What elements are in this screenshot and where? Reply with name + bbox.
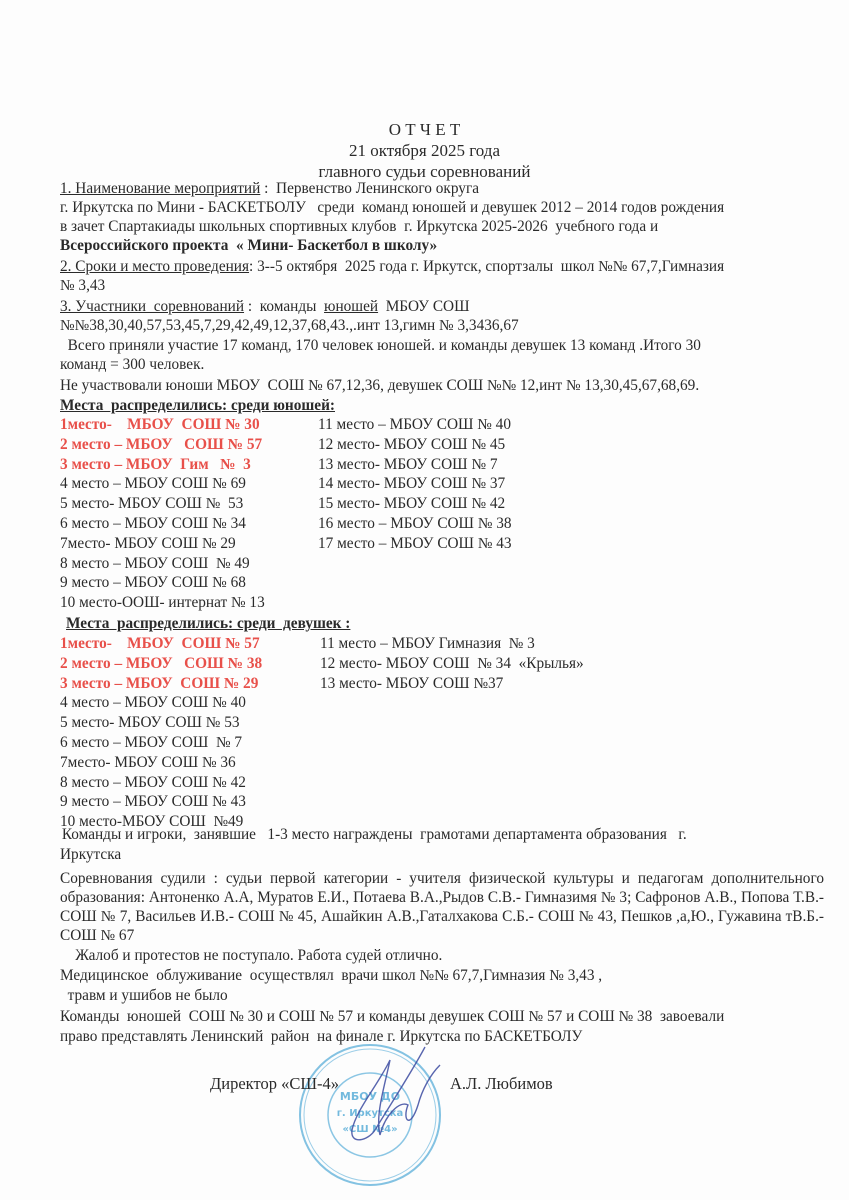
section3-line3: Всего приняли участие 17 команд, 170 человек юношей. и команды девушек 13 команд .Итого 30 (60, 337, 701, 354)
standing-item: 3 место – МБОУ Гим № 3 (60, 455, 251, 473)
awards-line2: Иркутска (60, 846, 122, 863)
standing-item: 7место- МБОУ СОШ № 36 (60, 753, 236, 771)
standing-item: 6 место – МБОУ СОШ № 7 (60, 734, 243, 751)
standing-item: 11 место – МБОУ СОШ № 40 (318, 416, 511, 433)
section1-text: Первенство Ленинского округа (276, 180, 480, 197)
standing-item: 17 место – МБОУ СОШ № 43 (318, 534, 512, 552)
standing-item: 5 место- МБОУ СОШ № 53 (60, 495, 244, 513)
report-date: 21 октября 2025 года (348, 141, 501, 160)
standing-item: 8 место – МБОУ СОШ № 42 (60, 773, 246, 791)
section1-line1 (60, 179, 479, 198)
section3-line2: №№38,30,40,57,53,45,7,29,42,49,12,37,68,43.,.инт 13,гимн № 3,3436,67 (60, 317, 519, 334)
report-subtitle: главного судьи соревнований (318, 162, 531, 181)
medical-line: Медицинское облуживание осуществлял врачи школ №№ 67,7,Гимназия № 3,43 , (60, 967, 603, 984)
standing-item: 10 место-МБОУ СОШ №49 (60, 813, 244, 831)
standing-item: 8 место – МБОУ СОШ № 49 (60, 554, 250, 572)
section3-label: 3. Участники соревнований (60, 298, 245, 315)
standing-item: 16 место – МБОУ СОШ № 38 (318, 515, 512, 532)
injuries-line: травм и ушибов не было (60, 987, 228, 1004)
complaints-line: Жалоб и протестов не поступало. Работа судей отлично. (60, 947, 443, 964)
section1-label: 1. Наименование мероприятий (60, 180, 261, 197)
standing-item: 11 место – МБОУ Гимназия № 3 (320, 635, 535, 652)
section1-sep: : (260, 180, 277, 197)
standing-item: 1место- МБОУ СОШ № 57 (60, 635, 260, 652)
section3-line4: команд = 300 человек. (60, 356, 205, 373)
standing-item: 10 место-ООШ- интернат № 13 (60, 594, 265, 612)
section3-line5: Не участвовали юноши МБОУ СОШ № 67,12,36, девушек СОШ №№ 12,инт № 13,30,45,67,68,69. (60, 377, 700, 394)
standing-item: 15 место- МБОУ СОШ № 42 (318, 495, 506, 513)
finals-line2: право представлять Ленинский район на финале г. Иркутска по БАСКЕТБОЛУ (60, 1028, 583, 1045)
standing-item: 7место- МБОУ СОШ № 29 (60, 534, 236, 552)
section1-line3: в зачет Спартакиады школьных спортивных клубов г. Иркутска 2025-2026 учебного года и (60, 218, 659, 235)
stamp-line2: г. Иркутска (336, 1108, 404, 1119)
section3-text: МБОУ СОШ (378, 298, 470, 315)
standing-item: 13 место- МБОУ СОШ № 7 (318, 455, 498, 473)
standing-item: 2 место – МБОУ СОШ № 57 (60, 435, 263, 453)
standing-item: 2 место – МБОУ СОШ № 38 (60, 654, 263, 672)
stamp-line1: МБОУ ДО (339, 1090, 401, 1103)
standing-item: 5 место- МБОУ СОШ № 53 (60, 714, 240, 732)
standing-item: 3 место – МБОУ СОШ № 29 (60, 674, 259, 692)
section3-boys-word: юношей (324, 298, 379, 315)
report-title: О Т Ч Е Т (388, 120, 461, 139)
section1-line2: г. Иркутска по Мини - БАСКЕТБОЛУ среди команд юношей и девушек 2012 – 2014 годов рождения (60, 199, 725, 216)
awards-line1: Команды и игроки, занявшие 1-3 место награждены грамотами департамента образования г. (58, 826, 687, 843)
finals-line1: Команды юношей СОШ № 30 и СОШ № 57 и команды девушек СОШ № 57 и СОШ № 38 завоевали (60, 1008, 725, 1025)
standing-item: 4 место – МБОУ СОШ № 40 (60, 694, 246, 712)
standing-item: 12 место- МБОУ СОШ № 45 (318, 435, 506, 453)
standing-item: 9 место – МБОУ СОШ № 68 (60, 574, 246, 592)
standing-item: 6 место – МБОУ СОШ № 34 (60, 515, 246, 532)
signature-scribble-icon (330, 1045, 450, 1155)
standing-item: 14 место- МБОУ СОШ № 37 (318, 475, 506, 493)
director-name: А.Л. Любимов (450, 1074, 553, 1093)
girls-heading: Места распределились: среди девушек : (66, 615, 351, 632)
judges-paragraph: Соревнования судили : судьи первой категории - учителя физической культуры и педагогам дополнительного образования: Антоненко А.А, Муратов Е.И., Потаева В.А.,Рыдов С.В.- Гимназимя № 3; Сафронов А.В., Попова Т.В.- СОШ № 7, Васильев И.В.- СОШ № 45, Ашайкин А.В.,Гаталхакова С.Б.- СОШ № 43, Пешков ,а,Ю., Гужавина тВ.Б.- СОШ № 67 (60, 870, 824, 944)
stamp-line3: «СШ №4» (342, 1124, 398, 1135)
section2-line2: № 3,43 (60, 277, 106, 294)
standing-item: 4 место – МБОУ СОШ № 69 (60, 475, 246, 493)
section3-line1 (60, 297, 470, 316)
section3-sep: : команды (244, 298, 325, 315)
section2-line1 (60, 257, 724, 276)
section1-line4: Всероссийского проекта « Мини- Баскетбол в школу» (60, 237, 438, 254)
standing-item: 12 место- МБОУ СОШ № 34 «Крылья» (320, 654, 584, 672)
section2-label: 2. Сроки и место проведения (60, 258, 250, 275)
standing-item: 9 место – МБОУ СОШ № 43 (60, 793, 246, 811)
standing-item: 1место- МБОУ СОШ № 30 (60, 416, 260, 433)
section2-text: : 3--5 октября 2025 года г. Иркутск, спортзалы школ №№ 67,7,Гимназия (249, 258, 725, 275)
standing-item: 13 место- МБОУ СОШ №37 (320, 674, 504, 692)
boys-heading: Места распределились: среди юношей: (60, 397, 335, 414)
director-position: Директор «СШ-4» (210, 1074, 339, 1093)
